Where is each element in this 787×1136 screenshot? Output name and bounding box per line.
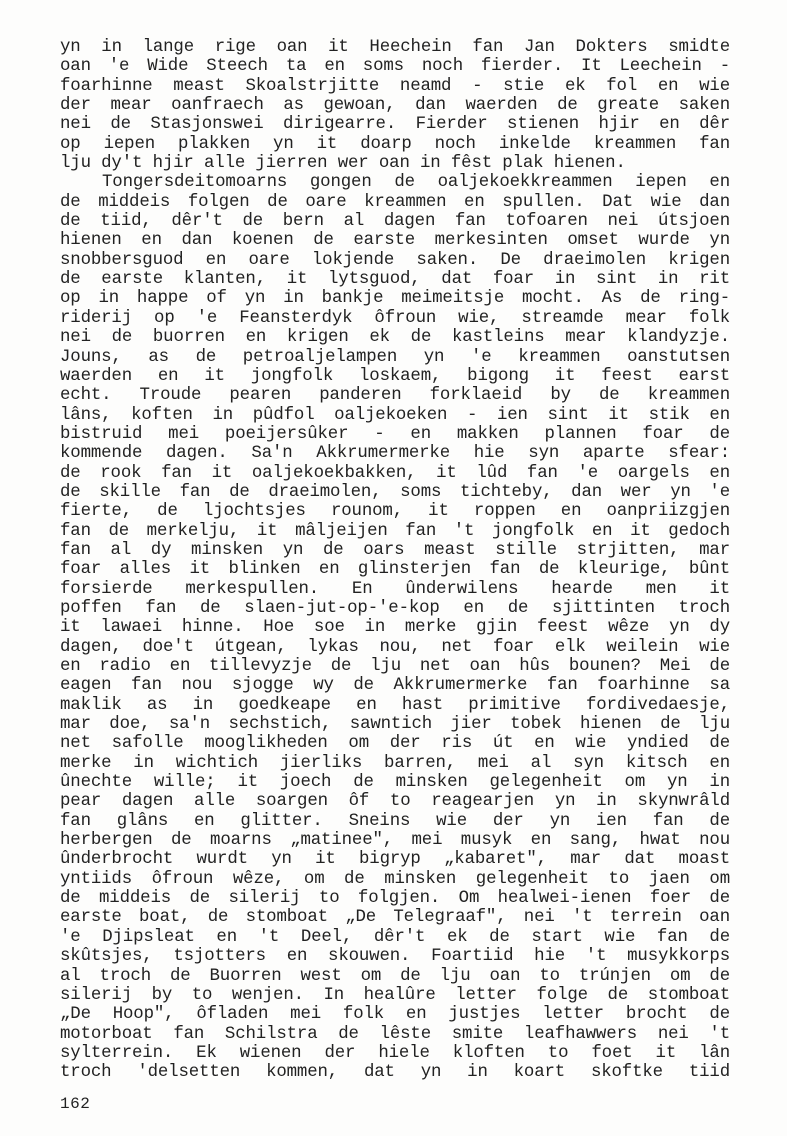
text-line: merke in wichtich jierliks barren, mei al syn kitsch en <box>60 753 730 773</box>
text-line: riderij op 'e Feansterdyk ôfroun wie, streamde mear folk <box>60 308 730 328</box>
text-line: herbergen de moarns „matinee", mei musyk en sang, hwat nou <box>60 831 730 851</box>
text-line: hienen en dan koenen de earste merkesinten omset wurde yn <box>60 231 730 251</box>
text-line: fan de merkelju, it mâljeijen fan 't jongfolk en it gedoch <box>60 521 730 541</box>
text-line: foarhinne meast Skoalstrjitte neamd - stie ek fol en wie <box>60 76 730 96</box>
text-line: Tongersdeitomoarns gongen de oaljekoekkreammen iepen en <box>102 173 730 193</box>
text-line: „De Hoop", ôfladen mei folk en justjes letter brocht de <box>60 1005 730 1025</box>
text-line: poffen fan de slaen-jut-op-'e-kop en de sjittinten troch <box>60 598 730 618</box>
body-text <box>60 38 730 1083</box>
text-line: fan glâns en glitter. Sneins wie der yn ien fan de <box>60 811 730 831</box>
text-line: de tiid, dêr't de bern al dagen fan tofoaren nei útsjoen <box>60 212 730 232</box>
text-line: fierte, de ljochtsjes rounom, it roppen en oanpriizgjen <box>60 502 730 522</box>
text-line: dagen, doe't útgean, lykas nou, net foar elk weilein wie <box>60 637 730 657</box>
text-line: pear dagen alle soargen ôf to reagearjen yn in skynwrâld <box>60 792 730 812</box>
text-line: yn in lange rige oan it Heechein fan Jan Dokters smidte <box>60 38 730 57</box>
text-line: de middeis folgen de oare kreammen en spullen. Dat wie dan <box>60 192 730 212</box>
text-line: op in happe of yn in bankje meimeitsje mocht. As de ring- <box>60 289 730 309</box>
text-line: Jouns, as de petroaljelampen yn 'e kreammen oanstutsen <box>60 347 730 367</box>
text-line: op iepen plakken yn it doarp noch inkelde kreammen fan <box>60 134 730 154</box>
text-line: echt. Troude pearen panderen forklaeid by de kreammen <box>60 386 730 406</box>
text-line: de skille fan de draeimolen, soms tichteby, dan wer yn 'e <box>60 482 730 502</box>
text-line: de middeis de silerij to folgjen. Om healwei-ienen foer de <box>60 889 730 909</box>
text-line: net safolle mooglikheden om der ris út en wie yndied de <box>60 734 730 754</box>
text-line: maklik as in goedkeape en hast primitive fordivedaesje, <box>60 695 730 715</box>
text-line: waerden en it jongfolk loskaem, bigong it feest earst <box>60 366 730 386</box>
text-line: eagen fan nou sjogge wy de Akkrumermerke fan foarhinne sa <box>60 676 730 696</box>
text-line: al troch de Buorren west om de lju oan to trúnjen om de <box>60 966 730 986</box>
text-line: en radio en tillevyzje de lju net oan hûs bounen? Mei de <box>60 657 730 676</box>
text-line: troch 'delsetten kommen, dat yn in koart skoftke tiid <box>60 1063 730 1083</box>
text-line: bistruid mei poeijersûker - en makken plannen foar de <box>60 424 730 444</box>
text-line: 'e Djipsleat en 't Deel, dêr't ek de start wie fan de <box>60 927 730 947</box>
text-line: sylterrein. Ek wienen der hiele kloften to foet it lân <box>60 1043 730 1063</box>
text-line: oan 'e Wide Steech ta en soms noch fierder. It Leechein - <box>60 57 730 77</box>
text-line: snobbersguod en oare lokjende saken. De draeimolen krigen <box>60 250 730 270</box>
text-line: skûtsjes, tsjotters en skouwen. Foartiid hie 't musykkorps <box>60 947 730 967</box>
text-line: ûnderbrocht wurdt yn it bigryp „kabaret", mar dat moast <box>60 850 730 870</box>
paragraph-1 <box>60 38 730 173</box>
text-line: earste boat, de stomboat „De Telegraaf", nei 't terrein oan <box>60 908 730 928</box>
text-line: ûnechte wille; it joech de minsken gelegenheit om yn in <box>60 773 730 793</box>
page-number: 162 <box>60 1095 91 1113</box>
paragraph-2 <box>60 173 730 1082</box>
text-line: der mear oanfraech as gewoan, dan waerden de greate saken <box>60 96 730 116</box>
text-line: foar alles it blinken en glinsterjen fan de kleurige, bûnt <box>60 560 730 580</box>
text-line: yntiids ôfroun wêze, om de minsken gelegenheit to jaen om <box>60 869 730 889</box>
text-line: lâns, koften in pûdfol oaljekoeken - ien sint it stik en <box>60 405 730 425</box>
text-line: silerij by to wenjen. In healûre letter folge de stomboat <box>60 985 730 1005</box>
text-line: nei de Stasjonswei dirigearre. Fierder stienen hjir en dêr <box>60 115 730 135</box>
text-line: motorboat fan Schilstra de lêste smite leafhawwers nei 't <box>60 1024 730 1044</box>
text-line: de rook fan it oaljekoekbakken, it lûd fan 'e oargels en <box>60 463 730 483</box>
text-line: nei de buorren en krigen ek de kastleins mear klandyzje. <box>60 328 730 348</box>
text-line: kommende dagen. Sa'n Akkrumermerke hie syn aparte sfear: <box>60 444 730 464</box>
text-line: lju dy't hjir alle jierren wer oan in fêst plak hienen. <box>60 154 626 174</box>
text-line: forsierde merkespullen. En ûnderwilens hearde men it <box>60 579 730 599</box>
text-line: de earste klanten, it lytsguod, dat foar in sint in rit <box>60 270 730 290</box>
text-line: it lawaei hinne. Hoe soe in merke gjin feest wêze yn dy <box>60 618 730 638</box>
text-line: fan al dy minsken yn de oars meast stille strjitten, mar <box>60 540 730 560</box>
text-line: mar doe, sa'n sechstich, sawntich jier tobek hienen de lju <box>60 715 730 735</box>
